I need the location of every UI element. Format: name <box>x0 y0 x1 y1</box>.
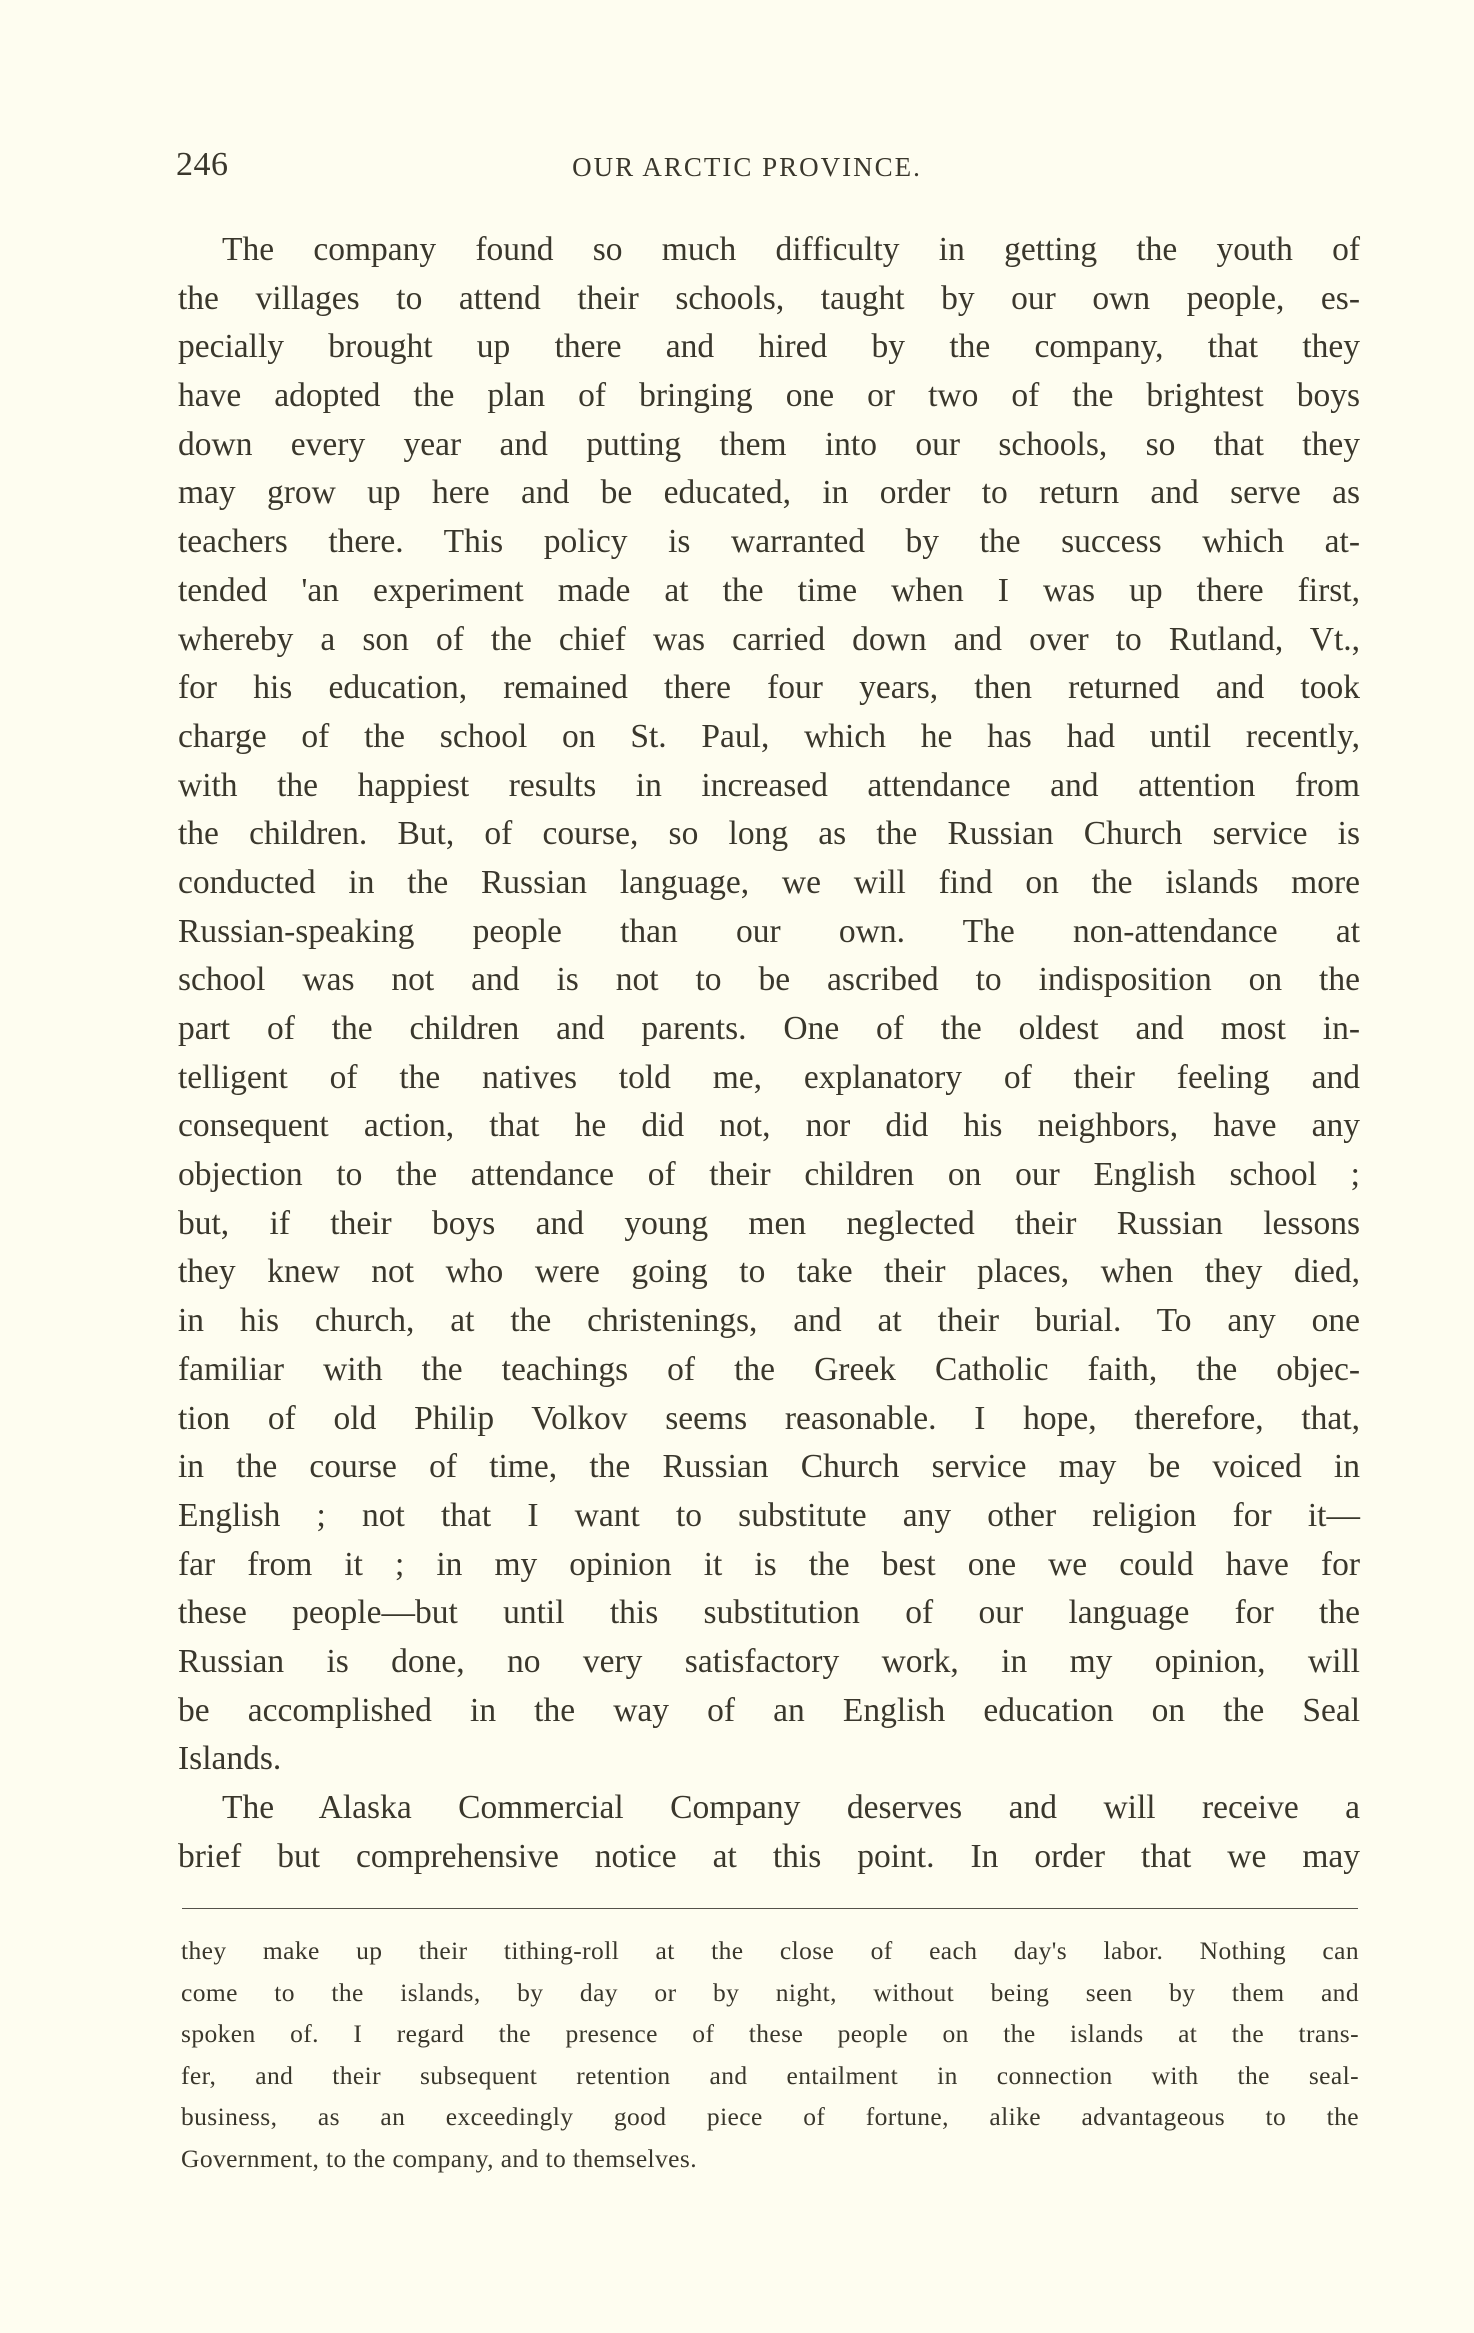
text-line: Russian is done, no very satisfactory work, in my opinion, will <box>178 1642 1360 1680</box>
text-line: but, if their boys and young men neglected their Russian lessons <box>178 1204 1360 1242</box>
text-line: telligent of the natives told me, explanatory of their feeling and <box>178 1058 1360 1096</box>
text-line: these people—but until this substitution of our language for the <box>178 1594 1360 1632</box>
footnote-line: spoken of. I regard the presence of these people on the islands at the trans- <box>181 2019 1359 2048</box>
text-line: in the course of time, the Russian Church service may be voiced in <box>178 1448 1360 1486</box>
text-line: consequent action, that he did not, nor did his neighbors, have any <box>178 1107 1360 1145</box>
text-line: far from it ; in my opinion it is the best one we could have for <box>178 1545 1360 1583</box>
footnote-line: Government, to the company, and to themselves. <box>181 2143 697 2173</box>
text-line: with the happiest results in increased attendance and attention from <box>178 766 1360 804</box>
text-line: Russian-speaking people than our own. The non-attendance at <box>178 912 1360 950</box>
text-line: may grow up here and be educated, in order to return and serve as <box>178 474 1360 512</box>
text-line: The company found so much difficulty in getting the youth of <box>222 231 1360 268</box>
page-number: 246 <box>176 146 229 183</box>
text-line: conducted in the Russian language, we will find on the islands more <box>178 863 1360 901</box>
footnote-line: come to the islands, by day or by night, without being seen by them and <box>181 1977 1359 2007</box>
text-line: the children. But, of course, so long as the Russian Church service is <box>178 815 1360 853</box>
text-line: Islands. <box>178 1740 282 1778</box>
text-line: tended 'an experiment made at the time when I was up there first, <box>178 571 1360 609</box>
footnote-divider <box>182 1908 1358 1909</box>
text-line: whereby a son of the chief was carried down and over to Rutland, Vt., <box>178 620 1360 658</box>
footnote <box>181 1930 1359 2179</box>
text-line: objection to the attendance of their children on our English school ; <box>178 1156 1360 1194</box>
text-line: The Alaska Commercial Company deserves and will receive a <box>222 1789 1360 1826</box>
text-line: in his church, at the christenings, and at their burial. To any one <box>178 1302 1360 1340</box>
text-line: tion of old Philip Volkov seems reasonable. I hope, therefore, that, <box>178 1399 1360 1437</box>
footnote-line: they make up their tithing-roll at the close of each day's labor. Nothing can <box>181 1936 1359 1965</box>
text-line: part of the children and parents. One of the oldest and most in- <box>178 1010 1360 1047</box>
text-line: brief but comprehensive notice at this point. In order that we may <box>178 1837 1360 1875</box>
text-line: be accomplished in the way of an English education on the Seal <box>178 1691 1360 1729</box>
text-line: charge of the school on St. Paul, which he has had until recently, <box>178 717 1360 755</box>
text-line: school was not and is not to be ascribed to indisposition on the <box>178 961 1360 999</box>
body-text <box>178 226 1360 1881</box>
text-line: English ; not that I want to substitute any other religion for it— <box>178 1496 1360 1534</box>
text-line: down every year and putting them into our schools, so that they <box>178 425 1360 463</box>
text-line: have adopted the plan of bringing one or two of the brightest boys <box>178 377 1360 415</box>
running-title: OUR ARCTIC PROVINCE. <box>572 152 922 182</box>
text-line: the villages to attend their schools, taught by our own people, es- <box>178 279 1360 317</box>
footnote-line: business, as an exceedingly good piece of fortune, alike advantageous to the <box>181 2102 1359 2131</box>
text-line: they knew not who were going to take their places, when they died, <box>178 1253 1360 1291</box>
text-line: pecially brought up there and hired by the company, that they <box>178 328 1360 366</box>
text-line: familiar with the teachings of the Greek Catholic faith, the objec- <box>178 1350 1360 1388</box>
footnote-line: fer, and their subsequent retention and entailment in connection with the seal- <box>181 2060 1359 2090</box>
text-line: teachers there. This policy is warranted by the success which at- <box>178 523 1360 561</box>
text-line: for his education, remained there four years, then returned and took <box>178 669 1360 707</box>
